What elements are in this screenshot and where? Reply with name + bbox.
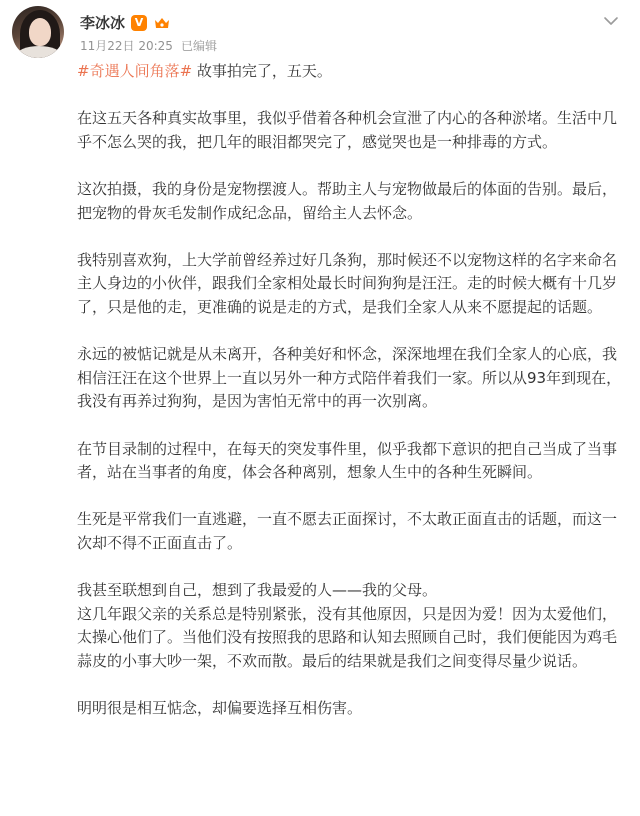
user-name-row (80, 12, 171, 34)
post-paragraph: 在这五天各种真实故事里，我似乎借着各种机会宣泄了内心的各种淤堵。生活中几乎不怎么哭的我，把几年的眼泪都哭完了，感觉哭也是一种排毒的方式。 (77, 109, 618, 151)
avatar-face (29, 18, 51, 46)
vip-level-icon[interactable] (153, 15, 171, 31)
post-intro (77, 60, 625, 84)
post-paragraph: 永远的被惦记就是从未离开，各种美好和怀念，深深地埋在我们全家人的心底，我相信汪汪在这个世界上一直以另外一种方式陪伴着我们一家。所以从93年到现在，我没有再养过狗狗，是因为害怕无常中的再一次别离。 (77, 345, 622, 411)
post-paragraph: 我甚至联想到自己，想到了我最爱的人——我的父母。 (77, 581, 438, 600)
topic-link[interactable]: #奇遇人间角落# (77, 62, 193, 80)
verified-v-icon[interactable]: V (131, 15, 147, 31)
post-timestamp[interactable]: 11月22日 20:25 (80, 39, 173, 53)
post-paragraph: 我特别喜欢狗，上大学前曾经养过好几条狗，那时候还不以宠物这样的名字来命名主人身边的小伙伴，跟我们全家相处最长时间狗狗是汪汪。走的时候大概有十几岁了，只是他的走，更准确的说是走的方式，是我们全家人从来不愿提起的话题。 (77, 250, 618, 316)
post-meta (80, 38, 217, 54)
chevron-down-icon[interactable] (602, 12, 620, 30)
intro-text: 故事拍完了，五天。 (192, 62, 332, 80)
post-paragraph: 这次拍摄，我的身份是宠物摆渡人。帮助主人与宠物做最后的体面的告别。最后，把宠物的骨灰毛发制作成纪念品，留给主人去怀念。 (77, 179, 618, 222)
avatar[interactable] (12, 6, 64, 58)
edited-label[interactable]: 已编辑 (180, 39, 217, 53)
username[interactable]: 李冰冰 (80, 14, 126, 32)
post-paragraph: 在节目录制的过程中，在每天的突发事件里，似乎我都下意识的把自己当成了当事者，站在当事者的角度，体会各种离别，想象人生中的各种生死瞬间。 (77, 439, 618, 482)
post-paragraph: 明明很是相互惦念，却偏要选择互相伤害。 (77, 699, 363, 718)
post-paragraph: 这几年跟父亲的关系总是特别紧张，没有其他原因，只是因为爱！因为太爱他们，太操心他们了。当他们没有按照我的思路和认知去照顾自己时，我们便能因为鸡毛蒜皮的小事大吵一架，不欢而散。最后的结果就是我们之间变得尽量少说话。 (77, 604, 618, 670)
post-paragraph: 生死是平常我们一直逃避，一直不愿去正面探讨，不太敢正面直击的话题，而这一次却不得不正面直击了。 (77, 510, 618, 552)
post-body (77, 60, 625, 744)
